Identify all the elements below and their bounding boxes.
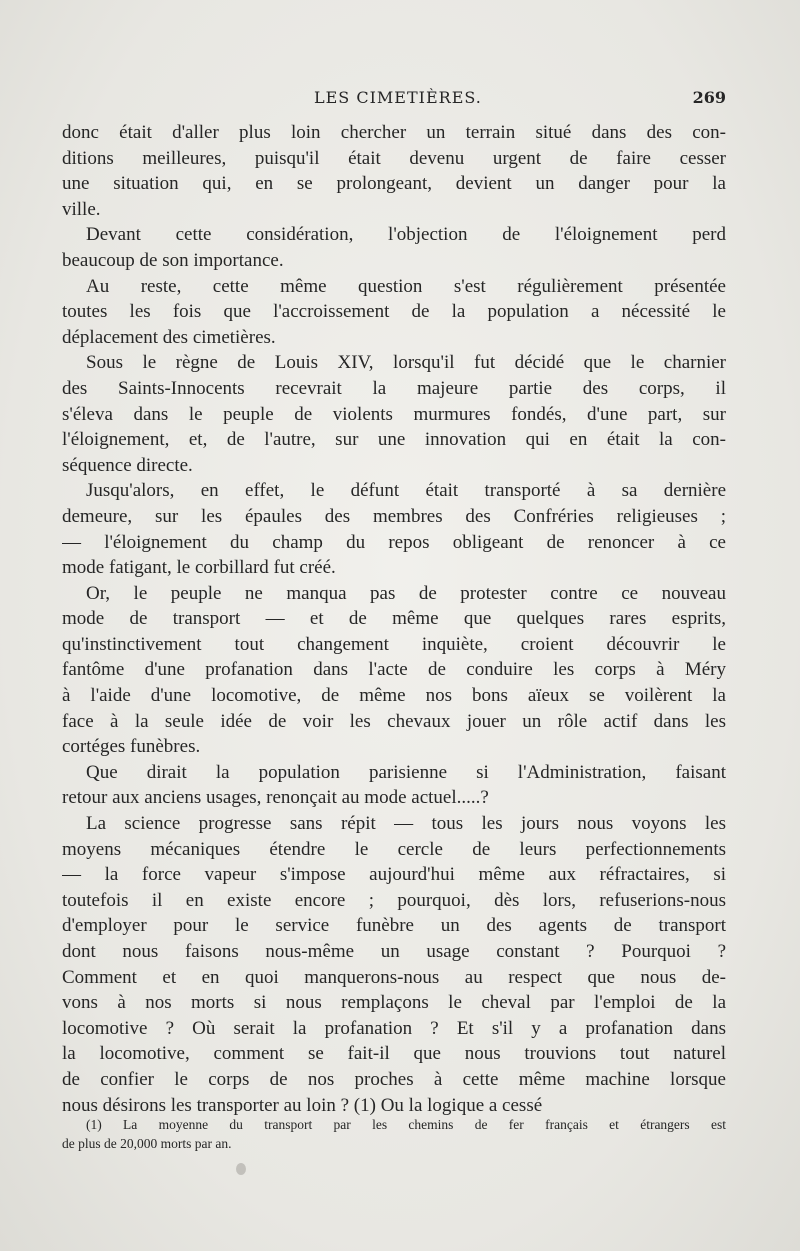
text-line: Or, le peuple ne manqua pas de protester contre ce nouveau	[86, 582, 726, 604]
text-line: déplacement des cimetières.	[62, 326, 276, 348]
text-line: locomotive ? Où serait la profanation ? Et s'il y a profanation dans	[62, 1017, 726, 1039]
text-line: des Saints-Innocents recevrait la majeure partie des corps, il	[62, 377, 726, 399]
page-number: 269	[692, 88, 726, 107]
text-line: Que dirait la population parisienne si l'Administration, faisant	[86, 761, 726, 783]
text-line: toutefois il en existe encore ; pourquoi, dès lors, refuserions-nous	[62, 889, 726, 911]
text-line: beaucoup de son importance.	[62, 249, 284, 271]
chapter-title: LES CIMETIÈRES.	[314, 88, 482, 107]
text-line: à l'aide d'une locomotive, de même nos bons aïeux se voilèrent la	[62, 685, 726, 707]
running-header	[62, 88, 726, 114]
text-line: cortéges funèbres.	[62, 736, 201, 758]
text-line: face à la seule idée de voir les chevaux jouer un rôle actif dans les	[62, 710, 726, 732]
body-text	[62, 120, 726, 1118]
text-line: la locomotive, comment se fait-il que nous trouvions tout naturel	[62, 1043, 726, 1065]
text-line: séquence directe.	[62, 454, 193, 476]
footnote-line: de plus de 20,000 morts par an.	[62, 1136, 232, 1151]
text-line: Devant cette considération, l'objection de l'éloignement perd	[86, 224, 726, 246]
text-line: fantôme d'une profanation dans l'acte de conduire les corps à Méry	[62, 659, 726, 681]
text-line: ville.	[62, 198, 101, 220]
text-line: une situation qui, en se prolongeant, devient un danger pour la	[62, 173, 726, 195]
text-line: — la force vapeur s'impose aujourd'hui même aux réfractaires, si	[62, 864, 726, 886]
text-line: Jusqu'alors, en effet, le défunt était transporté à sa dernière	[86, 480, 726, 502]
text-line: mode de transport — et de même que quelques rares esprits,	[62, 608, 726, 630]
text-line: s'éleva dans le peuple de violents murmures fondés, d'une part, sur	[62, 403, 726, 425]
text-line: Au reste, cette même question s'est régulièrement présentée	[86, 275, 726, 297]
text-line: qu'instinctivement tout changement inquiète, croient découvrir le	[62, 633, 726, 655]
text-line: dont nous faisons nous-même un usage constant ? Pourquoi ?	[62, 941, 726, 962]
text-line: moyens mécaniques étendre le cercle de leurs perfectionnements	[62, 838, 726, 860]
ink-speck	[236, 1163, 246, 1175]
text-line: l'éloignement, et, de l'autre, sur une innovation qui en était la con-	[62, 429, 726, 451]
text-line: toutes les fois que l'accroissement de la population a nécessité le	[62, 301, 726, 323]
footnote-line: (1) La moyenne du transport par les chemins de fer français et étrangers est	[86, 1117, 726, 1132]
text-line: nous désirons les transporter au loin ? (1) Ou la logique a cessé	[62, 1094, 543, 1116]
text-line: ditions meilleures, puisqu'il était devenu urgent de faire cesser	[62, 147, 726, 169]
text-line: d'employer pour le service funèbre un des agents de transport	[62, 915, 726, 937]
text-line: mode fatigant, le corbillard fut créé.	[62, 557, 336, 579]
text-line: de confier le corps de nos proches à cette même machine lorsque	[62, 1068, 726, 1090]
text-line: demeure, sur les épaules des membres des Confréries religieuses ;	[62, 505, 726, 527]
text-line: donc était d'aller plus loin chercher un terrain situé dans des con-	[62, 122, 726, 143]
text-line: Comment et en quoi manquerons-nous au respect que nous de-	[62, 966, 726, 988]
text-line: — l'éloignement du champ du repos obligeant de renoncer à ce	[62, 531, 726, 553]
text-line: retour aux anciens usages, renonçait au mode actuel.....?	[62, 787, 489, 809]
text-line: Sous le règne de Louis XIV, lorsqu'il fut décidé que le charnier	[86, 352, 726, 374]
footnote	[62, 1115, 726, 1153]
text-line: vons à nos morts si nous remplaçons le cheval par l'emploi de la	[62, 992, 726, 1014]
text-line: La science progresse sans répit — tous les jours nous voyons les	[86, 813, 726, 835]
